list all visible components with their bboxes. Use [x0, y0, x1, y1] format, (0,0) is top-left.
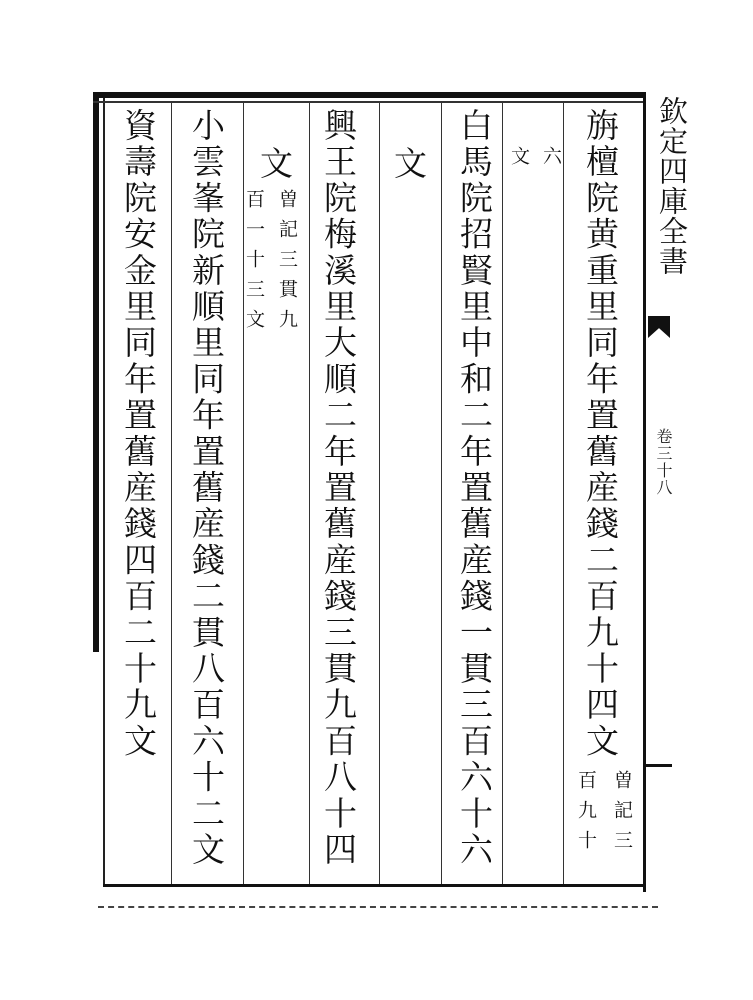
margin-volume-number: 卷三十八: [654, 428, 673, 496]
column-rule: [563, 103, 564, 884]
annotation-column-2a: 六: [540, 146, 562, 176]
frame-border-top-thin: [93, 101, 643, 103]
frame-bottom-dashed-edge: [98, 906, 658, 908]
column-rule: [441, 103, 442, 884]
annotation-column-6a: 曽記三貫九: [276, 189, 298, 339]
fishtail-lower-mark: [646, 764, 672, 767]
frame-border-right: [643, 92, 646, 892]
frame-border-left-thin: [103, 92, 105, 884]
fishtail-mark: [648, 316, 670, 338]
annotation-column-1a: 曽記三: [611, 770, 633, 860]
text-column-3: 白馬院招賢里中和二年置舊産錢一貫三百六十六: [455, 108, 494, 869]
text-column-7: 小雲峯院新順里同年置舊産錢二貫八百六十二文: [187, 108, 226, 869]
column-rule: [379, 103, 380, 884]
margin-book-title: 欽定四庫全書: [655, 96, 689, 276]
annotation-column-2b: 文: [508, 146, 530, 176]
text-column-1: 旃檀院黄重里同年置舊産錢二百九十四文: [581, 108, 620, 760]
annotation-column-1b: 百九十: [575, 770, 597, 860]
column-rule: [309, 103, 310, 884]
frame-border-left-thick: [93, 92, 99, 652]
frame-border-bottom: [103, 884, 643, 887]
column-rule: [171, 103, 172, 884]
text-column-5: 興王院梅溪里大順二年置舊産錢三貫九百八十四: [319, 108, 358, 869]
text-column-8: 資壽院安金里同年置舊産錢四百二十九文: [119, 108, 158, 760]
column-rule: [502, 103, 503, 884]
frame-border-top: [93, 92, 643, 98]
text-column-4: 文: [389, 146, 428, 183]
annotation-column-6b: 百一十三文: [243, 189, 265, 339]
text-column-6: 文: [255, 146, 294, 183]
